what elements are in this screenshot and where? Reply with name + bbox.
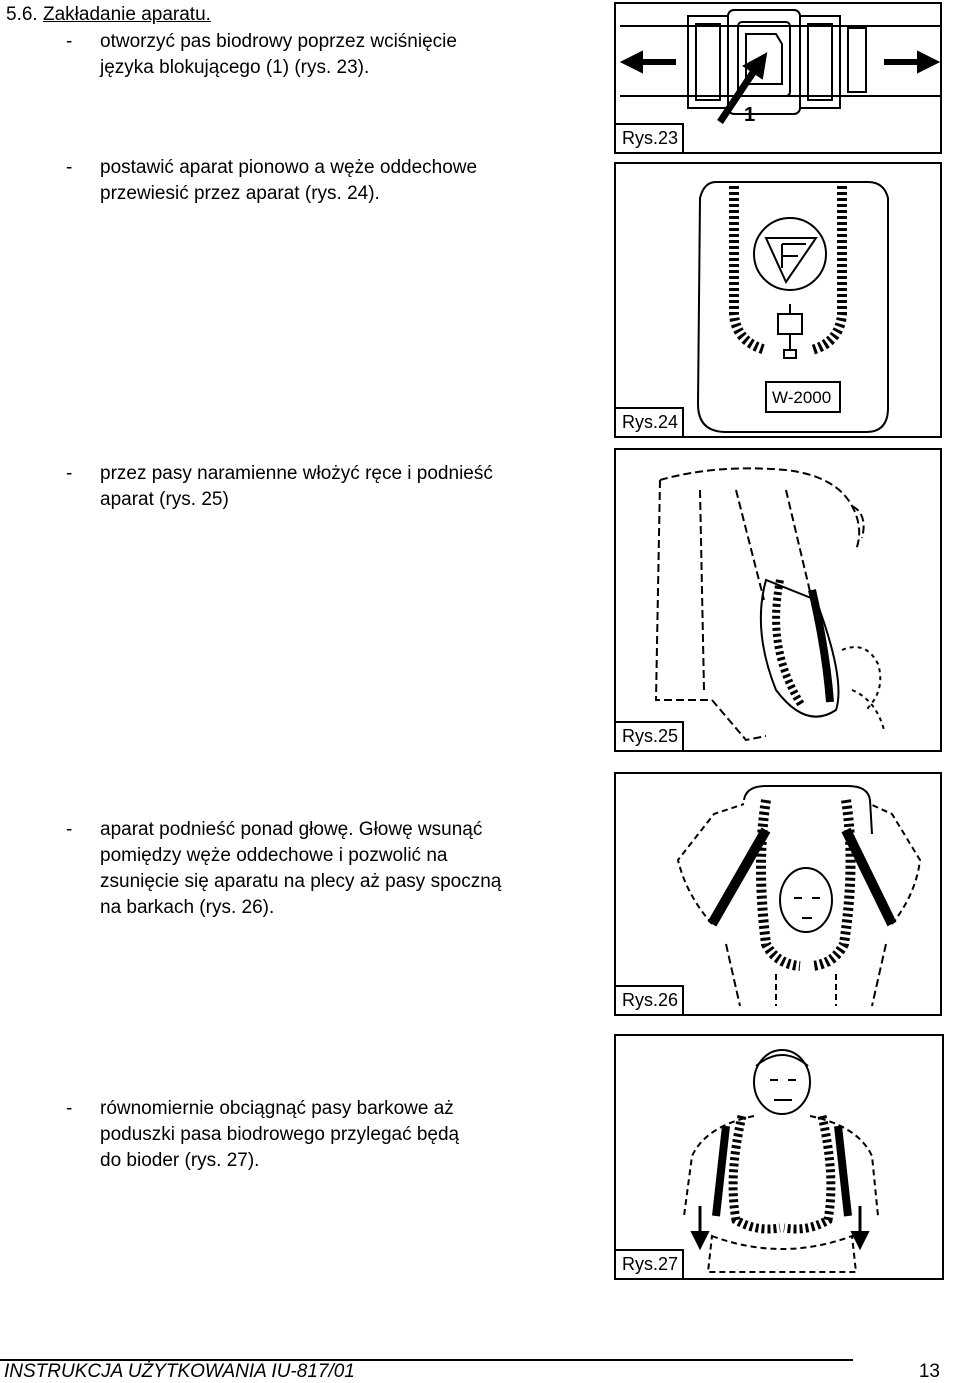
step-5-line-2: poduszki pasa biodrowego przylegać będą [100, 1124, 460, 1145]
footer-title: INSTRUKCJA UŻYTKOWANIA IU-817/01 [4, 1361, 355, 1382]
figure-label-rys25: Rys.25 [616, 721, 684, 750]
figure-label-rys23: Rys.23 [616, 123, 684, 152]
step-2-dash: - [66, 157, 73, 178]
section-number: 5.6. [6, 4, 38, 25]
section-heading [6, 2, 211, 28]
step-2-line-1: postawić aparat pionowo a węże oddechowe [100, 157, 478, 178]
figure-label-rys24: Rys.24 [616, 407, 684, 436]
person-lifting-illustration [616, 450, 942, 752]
step-1-line-1: otworzyć pas biodrowy poprzez wciśnięcie [100, 31, 457, 52]
person-tightening-straps-illustration [616, 1036, 944, 1280]
callout-1: 1 [744, 104, 756, 126]
step-4-dash: - [66, 819, 73, 840]
step-4-line-4: na barkach (rys. 26). [100, 897, 275, 918]
step-5-line-1: równomiernie obciągnąć pasy barkowe aż [100, 1098, 454, 1119]
step-1-dash: - [66, 31, 73, 52]
figure-rys23 [614, 2, 942, 154]
figure-rys25 [614, 448, 942, 752]
figure-rys24 [614, 162, 942, 438]
step-3-dash: - [66, 463, 73, 484]
figure-label-rys26: Rys.26 [616, 985, 684, 1014]
step-4-line-2: pomiędzy węże oddechowe i pozwolić na [100, 845, 448, 866]
section-title: Zakładanie aparatu. [42, 4, 211, 25]
step-4-line-1: aparat podnieść ponad głowę. Głowę wsunąć [100, 819, 483, 840]
model-label: W-2000 [772, 388, 832, 407]
step-1-line-2: języka blokującego (1) (rys. 23). [100, 57, 370, 78]
step-5-dash: - [66, 1098, 73, 1119]
step-2-line-2: przewiesić przez aparat (rys. 24). [100, 183, 380, 204]
figure-rys27 [614, 1034, 944, 1280]
step-5-line-3: do bioder (rys. 27). [100, 1150, 260, 1171]
figure-label-rys27: Rys.27 [616, 1249, 684, 1278]
step-3-line-1: przez pasy naramienne włożyć ręce i podnieść [100, 463, 493, 484]
step-4-line-3: zsunięcie się aparatu na plecy aż pasy spoczną [100, 871, 502, 892]
figure-rys26 [614, 772, 942, 1016]
apparatus-over-head-illustration [616, 774, 942, 1016]
page-number: 13 [918, 1361, 940, 1382]
step-3-line-2: aparat (rys. 25) [100, 489, 229, 510]
